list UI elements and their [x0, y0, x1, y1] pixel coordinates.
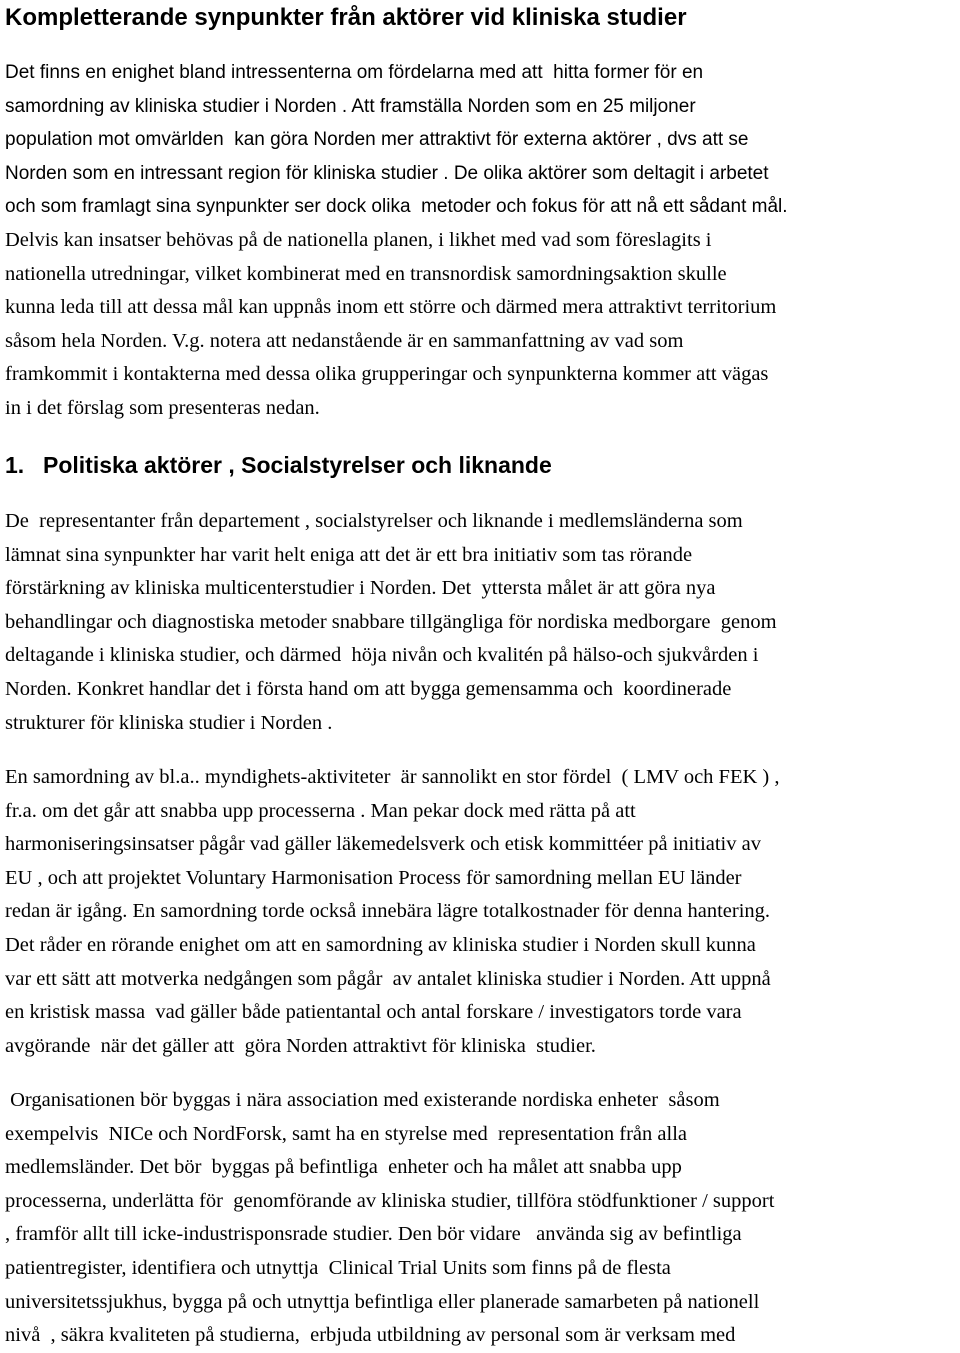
text-line: patientregister, identifiera och utnyttja Clinical Trial Units som finns på de flesta	[5, 1256, 671, 1279]
section-title: Politiska aktörer , Socialstyrelser och liknande	[43, 452, 552, 478]
text-line: såsom hela Norden. V.g. notera att nedanstående är en sammanfattning av vad som	[5, 329, 684, 352]
text-line: deltagande i kliniska studier, och därmed höja nivån och kvalitén på hälso-och sjukvården i	[5, 644, 759, 667]
text-line: behandlingar och diagnostiska metoder snabbare tillgängliga för nordiska medborgare genom	[5, 610, 777, 633]
intro-paragraph	[5, 56, 788, 224]
text-line: var ett sätt att motverka nedgången som pågår av antalet kliniska studier i Norden. Att uppnå	[5, 967, 771, 990]
text-line: en kristisk massa vad gäller både patientantal och antal forskare / investigators torde vara	[5, 1001, 742, 1024]
samordning-paragraph	[5, 761, 779, 1063]
text-line: in i det förslag som presenteras nedan.	[5, 396, 320, 419]
text-line: avgörande när det gäller att göra Norden attraktivt för kliniska studier.	[5, 1034, 596, 1057]
text-line: universitetssjukhus, bygga på och utnyttja befintliga eller planerade samarbeten på nationell	[5, 1290, 760, 1313]
text-line: Delvis kan insatser behövas på de nationella planen, i likhet med vad som föreslagits i	[5, 229, 712, 251]
text-line: strukturer för kliniska studier i Norden .	[5, 711, 333, 734]
text-line: Organisationen bör byggas i nära association med existerande nordiska enheter såsom	[5, 1089, 720, 1111]
text-line: samordning av kliniska studier i Norden . Att framställa Norden som en 25 miljoner	[5, 95, 696, 117]
text-line: och som framlagt sina synpunkter ser dock olika metoder och fokus för att nå ett sådant mål.	[5, 196, 788, 218]
text-line: fr.a. om det går att snabba upp processerna . Man pekar dock med rätta på att	[5, 799, 636, 822]
section-number: 1.	[5, 452, 25, 478]
text-line: redan är igång. En samordning torde också innebära lägre totalkostnader för denna hantering.	[5, 900, 771, 923]
organisation-paragraph	[5, 1084, 774, 1353]
document-title: Kompletterande synpunkter från aktörer vid kliniska studier	[5, 4, 687, 31]
text-line: population mot omvärlden kan göra Norden mer attraktivt för externa aktörer , dvs att se	[5, 129, 749, 151]
text-line: Norden. Konkret handlar det i första hand om att bygga gemensamma och koordinerade	[5, 677, 732, 700]
text-line: Norden som en intressant region för kliniska studier . De olika aktörer som deltagit i arbetet	[5, 162, 769, 184]
intro-continuation-paragraph	[5, 224, 776, 426]
text-line: harmoniseringsinsatser pågår vad gäller läkemedelsverk och etisk kommittéer på initiativ av	[5, 833, 761, 856]
section-heading	[5, 450, 552, 480]
text-line: Det råder en rörande enighet om att en samordning av kliniska studier i Norden skull kunna	[5, 933, 756, 956]
text-line: kunna leda till att dessa mål kan uppnås inom ett större och därmed mera attraktivt territorium	[5, 296, 777, 319]
text-line: nivå , säkra kvaliteten på studierna, erbjuda utbildning av personal som är verksam med	[5, 1324, 736, 1347]
text-line: , framför allt till icke-industrisponsrade studier. Den bör vidare använda sig av befintliga	[5, 1223, 742, 1246]
text-line: nationella utredningar, vilket kombinerat med en transnordisk samordningsaktion skulle	[5, 262, 727, 285]
text-line: förstärkning av kliniska multicenterstudier i Norden. Det yttersta målet är att göra nya	[5, 577, 716, 600]
text-line: exempelvis NICe och NordForsk, samt ha en styrelse med representation från alla	[5, 1122, 687, 1145]
text-line: processerna, underlätta för genomförande av kliniska studier, tillföra stödfunktioner / support	[5, 1189, 775, 1212]
text-line: framkommit i kontakterna med dessa olika grupperingar och synpunkterna kommer att vägas	[5, 363, 769, 386]
text-line: Det finns en enighet bland intressenterna om fördelarna med att hitta former för en	[5, 62, 704, 83]
text-line: EU , och att projektet Voluntary Harmonisation Process för samordning mellan EU länder	[5, 866, 742, 889]
text-line: En samordning av bl.a.. myndighets-aktiviteter är sannolikt en stor fördel ( LMV och FEK ) ,	[5, 766, 780, 788]
text-line: medlemsländer. Det bör byggas på befintliga enheter och ha målet att snabba upp	[5, 1156, 682, 1179]
text-line: lämnat sina synpunkter har varit helt eniga att det är ett bra initiativ som tas rörande	[5, 543, 693, 566]
politiska-paragraph	[5, 505, 777, 740]
text-line: De representanter från departement , socialstyrelser och liknande i medlemsländerna som	[5, 510, 743, 532]
